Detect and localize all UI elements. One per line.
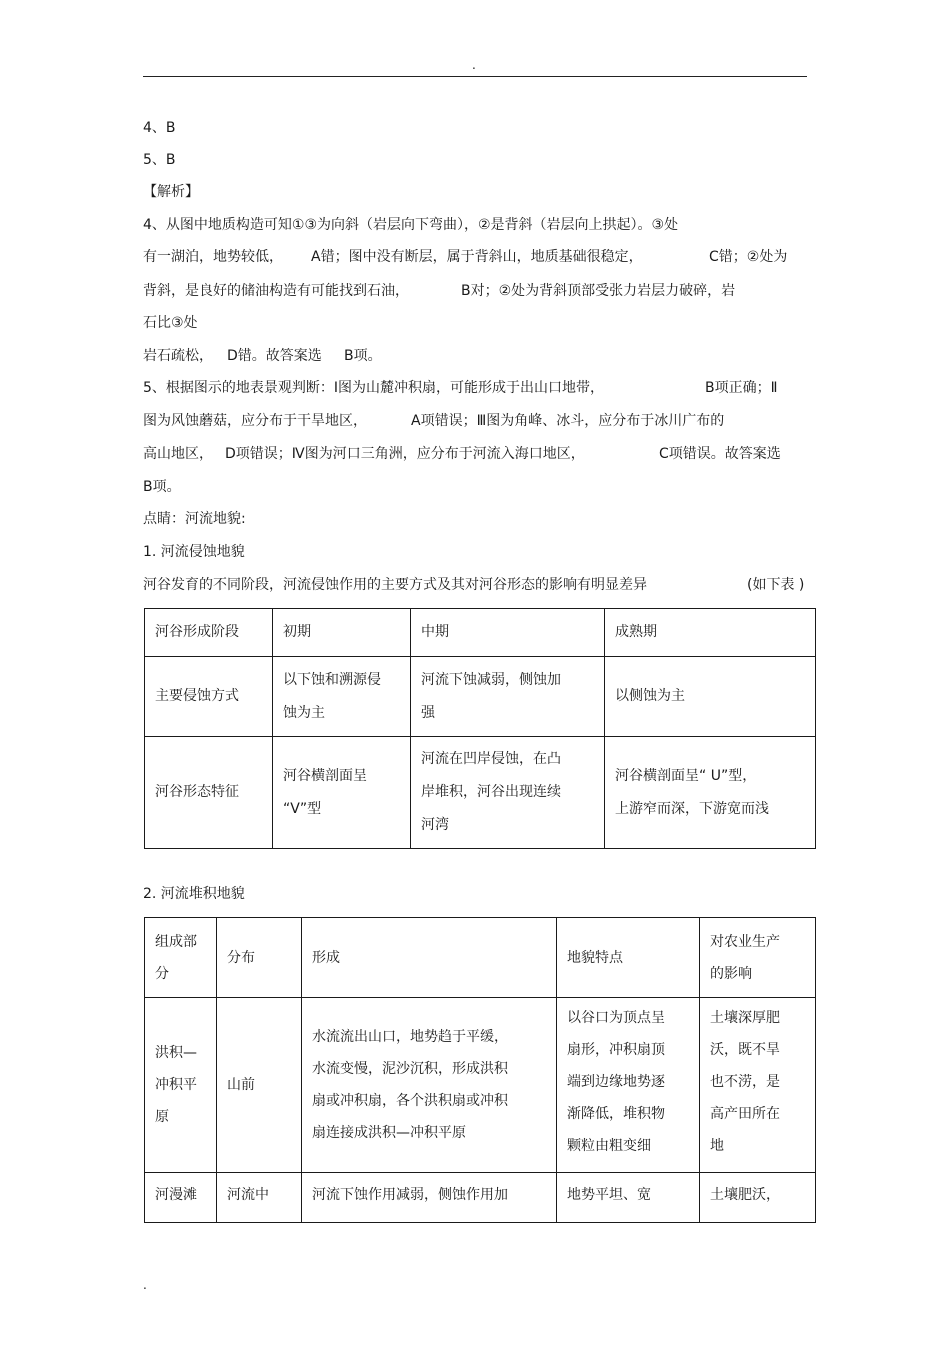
deposition-table	[144, 917, 816, 1223]
table-header-cell: 组成部 分	[145, 918, 217, 998]
q5-line-3	[143, 445, 815, 517]
q5-line-2-a: 图为风蚀蘑菇，应分布于干旱地区，	[143, 413, 367, 429]
section1-intro-note: (如下表 )	[747, 577, 805, 593]
section1-title: 1. 河流侵蚀地貌	[143, 544, 245, 560]
tip-title: 点睛：河流地貌:	[143, 511, 246, 527]
table-row	[145, 998, 816, 1173]
q4-line-5-a: 岩石疏松，	[143, 348, 213, 364]
q4-line-3	[143, 282, 815, 336]
header-rule	[143, 76, 807, 77]
table-row	[145, 609, 816, 657]
table-cell: 以下蚀和溯源侵 蚀为主	[273, 657, 411, 737]
section2-title: 2. 河流堆积地貌	[143, 886, 245, 902]
table-header-cell: 地貌特点	[557, 918, 700, 998]
table-header-cell: 成熟期	[605, 609, 816, 657]
table-cell: 河漫滩	[145, 1173, 217, 1223]
table-row	[145, 1173, 816, 1223]
q4-line-3-b: B对；②处为背斜顶部受张力岩层力破碎，岩	[461, 283, 736, 299]
table-cell: 水流流出山口，地势趋于平缓， 水流变慢，泥沙沉积，形成洪积 扇或冲积扇，各个洪积扇或冲积 扇连接成洪积—冲积平原	[302, 998, 557, 1173]
q5-line-1-b: B项正确；Ⅱ	[705, 380, 778, 396]
table-cell: 以谷口为顶点呈 扇形，冲积扇顶 端到边缘地势逐 渐降低，堆积物 颗粒由粗变细	[557, 998, 700, 1173]
erosion-table	[144, 608, 816, 849]
q4-line-3-a: 背斜，是良好的储油构造有可能找到石油，	[143, 283, 409, 299]
table-row	[145, 737, 816, 849]
table-cell: 河谷横剖面呈 “V”型	[273, 737, 411, 849]
table-cell: 河流在凹岸侵蚀，在凸 岸堆积，河谷出现连续 河湾	[411, 737, 605, 849]
table-header-cell: 分布	[217, 918, 302, 998]
table-row	[145, 657, 816, 737]
header-dot: .	[472, 58, 476, 72]
table-header-cell: 中期	[411, 609, 605, 657]
footer-dot: .	[143, 1278, 147, 1292]
q4-line-2-c: C错；②处为	[709, 249, 788, 265]
table-cell: 河谷横剖面呈“ U”型， 上游窄而深，下游宽而浅	[605, 737, 816, 849]
answer-5: 5、B	[143, 152, 176, 168]
table-cell: 主要侵蚀方式	[145, 657, 273, 737]
q5-line-3-a: 高山地区，	[143, 446, 213, 462]
q4-line-5-b: D错。故答案选	[227, 348, 322, 364]
q5-line-3-b: D项错误；Ⅳ图为河口三角洲，应分布于河流入海口地区，	[225, 446, 585, 462]
table-cell: 土壤肥沃，	[700, 1173, 816, 1223]
q4-line-1: 4、从图中地质构造可知①③为向斜（岩层向下弯曲），②是背斜（岩层向上拱起）。③处	[143, 217, 679, 233]
table-cell: 河流中	[217, 1173, 302, 1223]
table-cell: 山前	[217, 998, 302, 1173]
table-cell: 洪积— 冲积平 原	[145, 998, 217, 1173]
analysis-tag: 【解析】	[143, 184, 199, 200]
q4-line-5-c: B项。	[344, 348, 382, 364]
table-cell: 河流下蚀减弱，侧蚀加 强	[411, 657, 605, 737]
table-header-cell: 河谷形成阶段	[145, 609, 273, 657]
table-cell: 河流下蚀作用减弱，侧蚀作用加	[302, 1173, 557, 1223]
table-cell: 地势平坦、宽	[557, 1173, 700, 1223]
q4-line-2-a: 有一湖泊，地势较低，	[143, 249, 283, 265]
q5-line-4: B项。	[143, 479, 181, 495]
answer-4: 4、B	[143, 120, 176, 136]
table-cell: 土壤深厚肥 沃，既不旱 也不涝，是 高产田所在 地	[700, 998, 816, 1173]
q5-line-1-a: 5、根据图示的地表景观判断：Ⅰ图为山麓冲积扇，可能形成于出山口地带，	[143, 380, 605, 396]
q5-line-2-b: A项错误；Ⅲ图为角峰、冰斗，应分布于冰川广布的	[411, 413, 725, 429]
table-cell: 以侧蚀为主	[605, 657, 816, 737]
section1-intro-text: 河谷发育的不同阶段，河流侵蚀作用的主要方式及其对河谷形态的影响有明显差异	[143, 577, 647, 593]
q4-line-4: 石比③处	[143, 315, 198, 331]
table-cell: 河谷形态特征	[145, 737, 273, 849]
table-header-cell: 初期	[273, 609, 411, 657]
table-header-cell: 对农业生产 的影响	[700, 918, 816, 998]
table-row	[145, 918, 816, 998]
table-header-cell: 形成	[302, 918, 557, 998]
q4-line-2-b: A错；图中没有断层，属于背斜山，地质基础很稳定，	[311, 249, 643, 265]
q5-line-3-c: C项错误。故答案选	[659, 446, 781, 462]
